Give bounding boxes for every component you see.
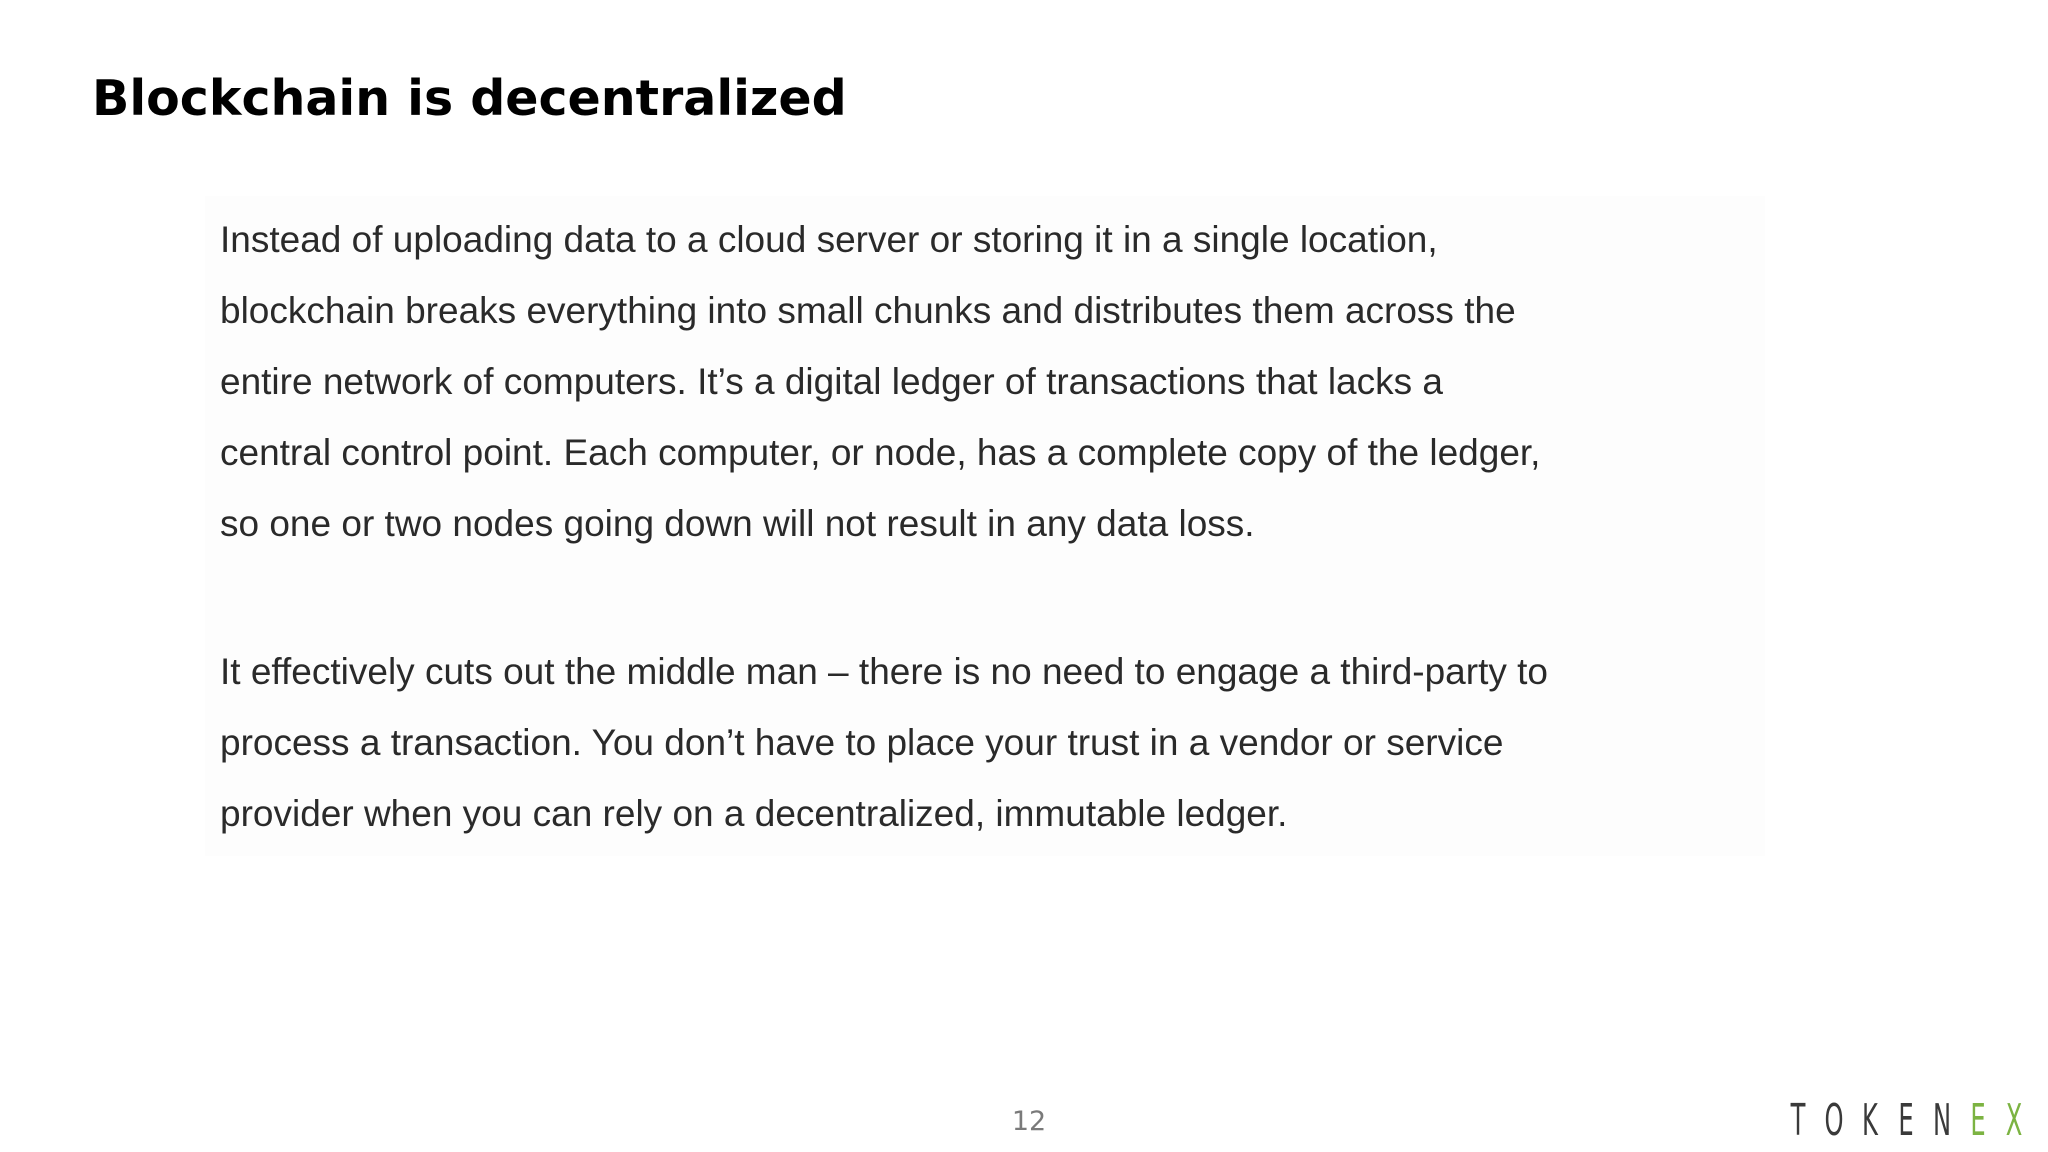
- paragraph-line: process a transaction. You don’t have to place your trust in a vendor or service: [220, 722, 1504, 763]
- paragraph-decentralized-storage: [220, 204, 1720, 559]
- paragraph-line: It effectively cuts out the middle man – there is no need to engage a third-party to: [220, 651, 1548, 692]
- paragraph-line: so one or two nodes going down will not result in any data loss.: [220, 503, 1255, 544]
- logo-letter: E: [1898, 1094, 1914, 1146]
- page-number: 12: [1011, 1106, 1047, 1137]
- logo-letter: O: [1824, 1094, 1844, 1146]
- tokenex-logo: [1780, 1092, 2032, 1148]
- logo-letter-accent: X: [2005, 1094, 2023, 1146]
- paragraph-line: provider when you can rely on a decentralized, immutable ledger.: [220, 793, 1288, 834]
- paragraph-line: blockchain breaks everything into small chunks and distributes them across the: [220, 290, 1516, 331]
- slide-title: Blockchain is decentralized: [92, 70, 847, 127]
- logo-letter: T: [1790, 1094, 1806, 1146]
- logo-letter: K: [1862, 1094, 1878, 1146]
- paragraph-middle-man: [220, 636, 1720, 849]
- logo-letter: N: [1932, 1094, 1952, 1146]
- paragraph-line: Instead of uploading data to a cloud server or storing it in a single location,: [220, 219, 1438, 260]
- paragraph-line: central control point. Each computer, or node, has a complete copy of the ledger,: [220, 432, 1541, 473]
- logo-letter-accent: E: [1970, 1094, 1986, 1146]
- paragraph-line: entire network of computers. It’s a digital ledger of transactions that lacks a: [220, 361, 1443, 402]
